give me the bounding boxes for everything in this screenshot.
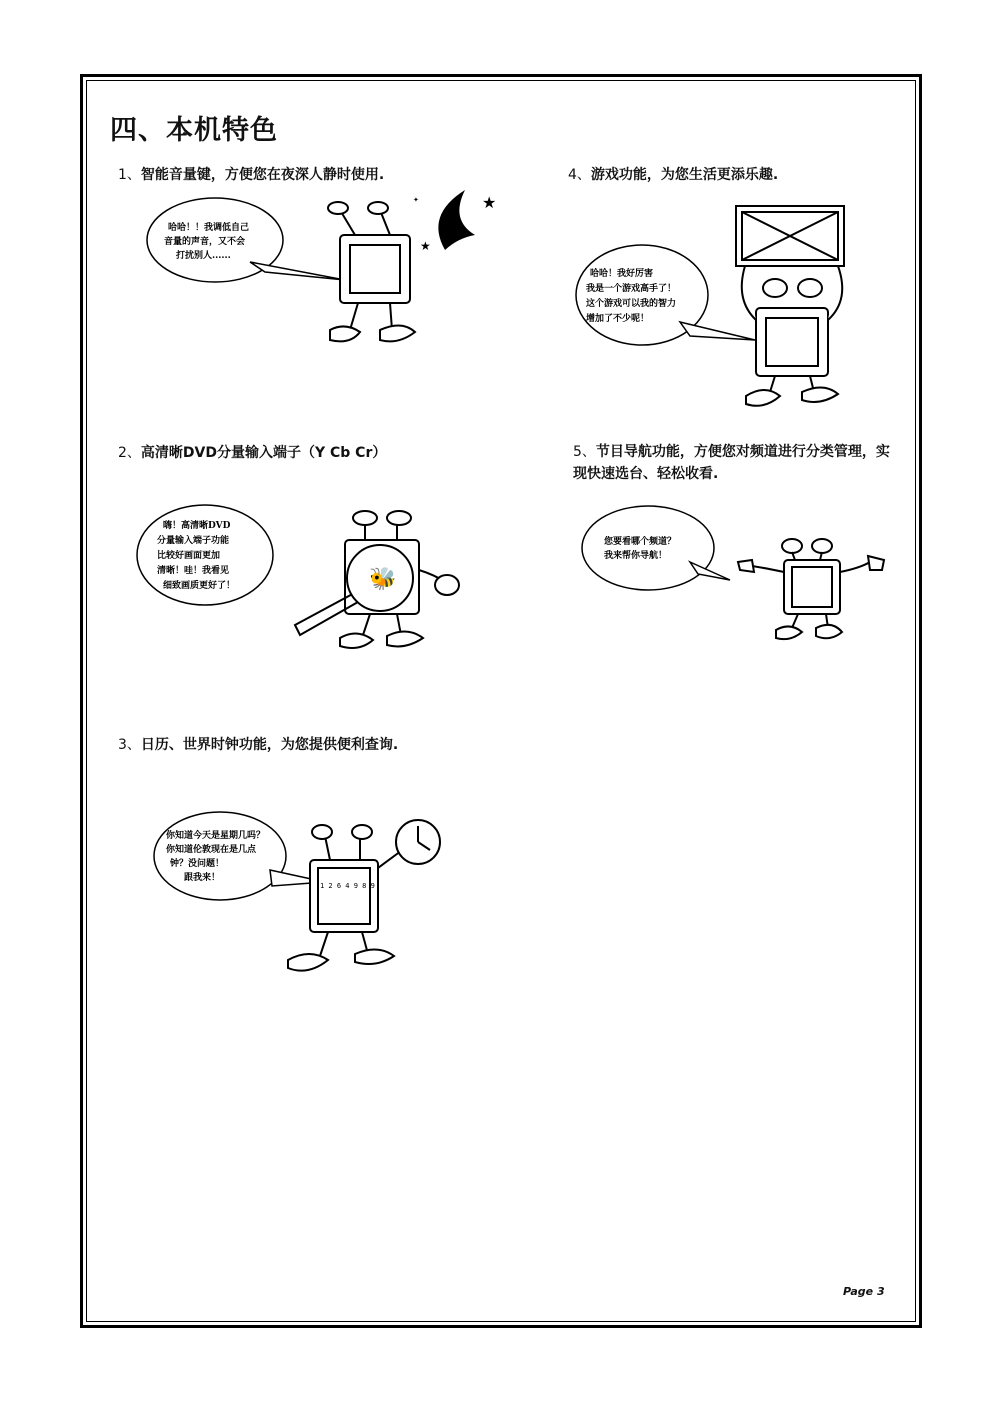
bubble-5-line-2: 我来帮你导航！: [604, 551, 668, 561]
game-box-icon: [736, 206, 844, 266]
bubble-1-line-3: 打扰别人......: [176, 251, 231, 261]
tv-character-4: [742, 266, 842, 406]
bubble-4-line-3: 这个游戏可以我的智力: [586, 299, 677, 309]
feature-4-number: 4、: [568, 167, 591, 183]
page-number: Page 3: [843, 1285, 885, 1298]
bubble-4-line-4: 增加了不少呢！: [586, 314, 650, 324]
illustration-navigation: [580, 500, 890, 645]
speech-bubble-4: [576, 245, 755, 345]
bubble-2-line-4: 清晰！哇！我看见: [157, 566, 230, 576]
tv-character-1: [328, 202, 415, 341]
feature-5-text: 节目导航功能，方便您对频道进行分类管理，实现快速选台、轻松收看.: [573, 444, 890, 482]
feature-3-number: 3、: [118, 737, 141, 753]
feature-5: [573, 441, 893, 485]
feature-2-number: 2、: [118, 445, 141, 461]
illustration-night-volume: [140, 180, 510, 370]
bubble-3-line-1: 你知道今天是星期几吗？: [166, 831, 266, 841]
bubble-2-line-1: 嗨！高清晰DVD: [163, 521, 231, 531]
tv-character-5: [738, 539, 884, 639]
feature-4-text: 游戏功能，为您生活更添乐趣.: [590, 167, 779, 183]
feature-3-text: 日历、世界时钟功能，为您提供便利查询.: [140, 737, 399, 753]
feature-1-number: 1、: [118, 167, 141, 183]
bubble-4-line-1: 哈哈！我好厉害: [590, 269, 654, 279]
bubble-1-line-1: 哈哈！！我调低自己: [168, 223, 250, 233]
bee-icon: 🐝: [369, 567, 397, 592]
feature-1-text: 智能音量键，方便您在夜深人静时使用.: [140, 167, 385, 183]
bubble-4-line-2: 我是一个游戏高手了！: [586, 284, 677, 294]
feature-5-number: 5、: [573, 444, 596, 460]
bubble-2-line-5: 细致画质更好了！: [163, 581, 236, 591]
bubble-3-line-2: 你知道伦敦现在是几点: [166, 845, 257, 855]
moon-icon: [438, 190, 475, 250]
section-title: 四、本机特色: [110, 115, 278, 146]
speech-bubble-5: [582, 506, 730, 590]
star-icon-tiny: ✦: [413, 196, 419, 204]
bubble-2-line-2: 分量输入端子功能: [157, 536, 230, 546]
screen-digits: 1 2 6 4 9 8 9: [320, 882, 375, 890]
speech-bubble-3: [154, 812, 325, 900]
feature-2-text: 高清晰DVD分量输入端子（Y Cb Cr）: [140, 445, 387, 461]
clock-icon: [396, 820, 440, 864]
tv-character-3: [288, 825, 405, 971]
illustration-game: [570, 200, 860, 415]
feature-3: [118, 734, 398, 756]
bubble-1-line-2: 音量的声音，又不会: [164, 237, 246, 247]
star-icon: ★: [482, 193, 497, 212]
feature-4: [568, 164, 778, 186]
bubble-3-line-3: 钟？没问题！: [170, 859, 225, 869]
bubble-3-line-4: 跟我来！: [184, 873, 221, 883]
star-icon-small: ★: [420, 239, 431, 253]
bubble-2-line-3: 比较好画面更加: [157, 551, 221, 561]
feature-2: [118, 442, 386, 464]
illustration-component-input: [135, 500, 475, 680]
illustration-calendar-clock: [150, 808, 450, 988]
bubble-5-line-1: 您要看哪个频道？: [604, 537, 677, 547]
